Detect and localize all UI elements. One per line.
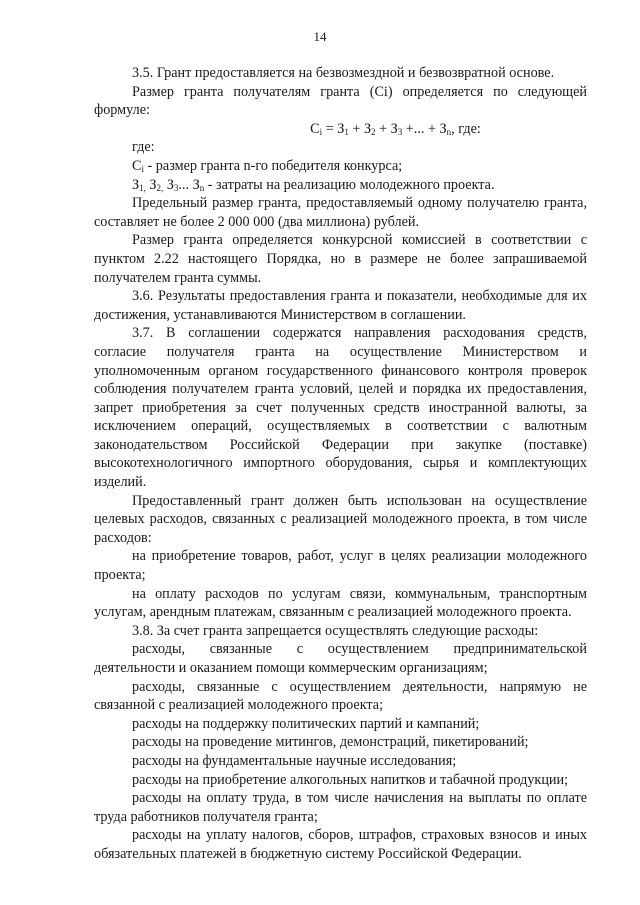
- prohibited-item: расходы на уплату налогов, сборов, штрафов, страховых взносов и иных обязательных платежей в бюджетную систему Российской Федерации.: [94, 827, 587, 862]
- paragraph-grant-usage: Предоставленный грант должен быть использован на осуществление целевых расходов, связанных с реализацией молодежного проекта, в том числе расходов:: [94, 492, 587, 546]
- prohibited-item: расходы, связанные с осуществлением деятельности, напрямую не связанной с реализацией молодежного проекта;: [94, 678, 587, 714]
- paragraph-3-5: 3.5. Грант предоставляется на безвозмездной и безвозвратной основе.: [132, 65, 555, 81]
- paragraph-usage-purchase: на приобретение товаров, работ, услуг в целях реализации молодежного проекта;: [94, 548, 587, 584]
- page-number: 14: [313, 29, 327, 44]
- formula-definition-ci: $C_i$ - размер гранта n-го победителя конкурса;: [132, 157, 403, 174]
- prohibited-item: расходы на проведение митингов, демонстраций, пикетирований;: [132, 734, 529, 751]
- paragraph-3-7: 3.7. В соглашении содержатся направления расходования средств, согласие получателя гранта на осуществление Министерством и уполномоченным органом государственного финансового контроля проверок соблюдения получателем гранта условий, целей и порядка их предоставления, запрет приобретения за счет полученных средств иностранной валюты, за исключением операций, осуществляемых в соответствии с валютным законодательством Российской Федерации при закупке (поставке) высокотехнологичного импортного оборудования, сырья и комплектующих изделий.: [94, 325, 587, 491]
- paragraph-grant-commission: Размер гранта определяется конкурсной комиссией в соответствии с пунктом 2.22 настоящего Порядка, но в размере не более запрашиваемой получателем гранта суммы.: [94, 232, 587, 286]
- formula-definition-costs: $З_{1,}$ $З_{2,}$ $З_3$... $З_n$ - затраты на реализацию молодежного проекта.: [132, 176, 495, 193]
- document-body: [94, 64, 587, 864]
- paragraph-3-6: 3.6. Результаты предоставления гранта и показатели, необходимые для их достижения, устанавливаются Министерством в соглашении.: [94, 288, 587, 323]
- prohibited-item: расходы на фундаментальные научные исследования;: [132, 752, 457, 769]
- paragraph-usage-services: на оплату расходов по услугам связи, коммунальным, транспортным услугам, арендным платежам, связанным с реализацией молодежного проекта.: [94, 585, 587, 621]
- prohibited-item: расходы на поддержку политических партий и кампаний;: [132, 715, 480, 732]
- paragraph-grant-size: Размер гранта получателям гранта (Ci) определяется по следующей формуле:: [94, 83, 587, 119]
- formula-where: где:: [132, 139, 155, 156]
- prohibited-item: расходы на приобретение алкогольных напитков и табачной продукции;: [132, 771, 569, 788]
- grant-formula: $C_i = З_1 + З_2 + З_3$ +... + $З_n$, где:: [310, 120, 481, 137]
- prohibited-item: расходы, связанные с осуществлением предпринимательской деятельности и оказанием помощи коммерческим организациям;: [94, 641, 587, 676]
- prohibited-item: расходы на оплату труда, в том числе начисления на выплаты по оплате труда работников получателя гранта;: [94, 790, 587, 825]
- paragraph-max-grant: Предельный размер гранта, предоставляемый одному получателю гранта, составляет не более 2 000 000 (два миллиона) рублей.: [94, 195, 587, 230]
- paragraph-3-8: 3.8. За счет гранта запрещается осуществлять следующие расходы:: [132, 622, 539, 639]
